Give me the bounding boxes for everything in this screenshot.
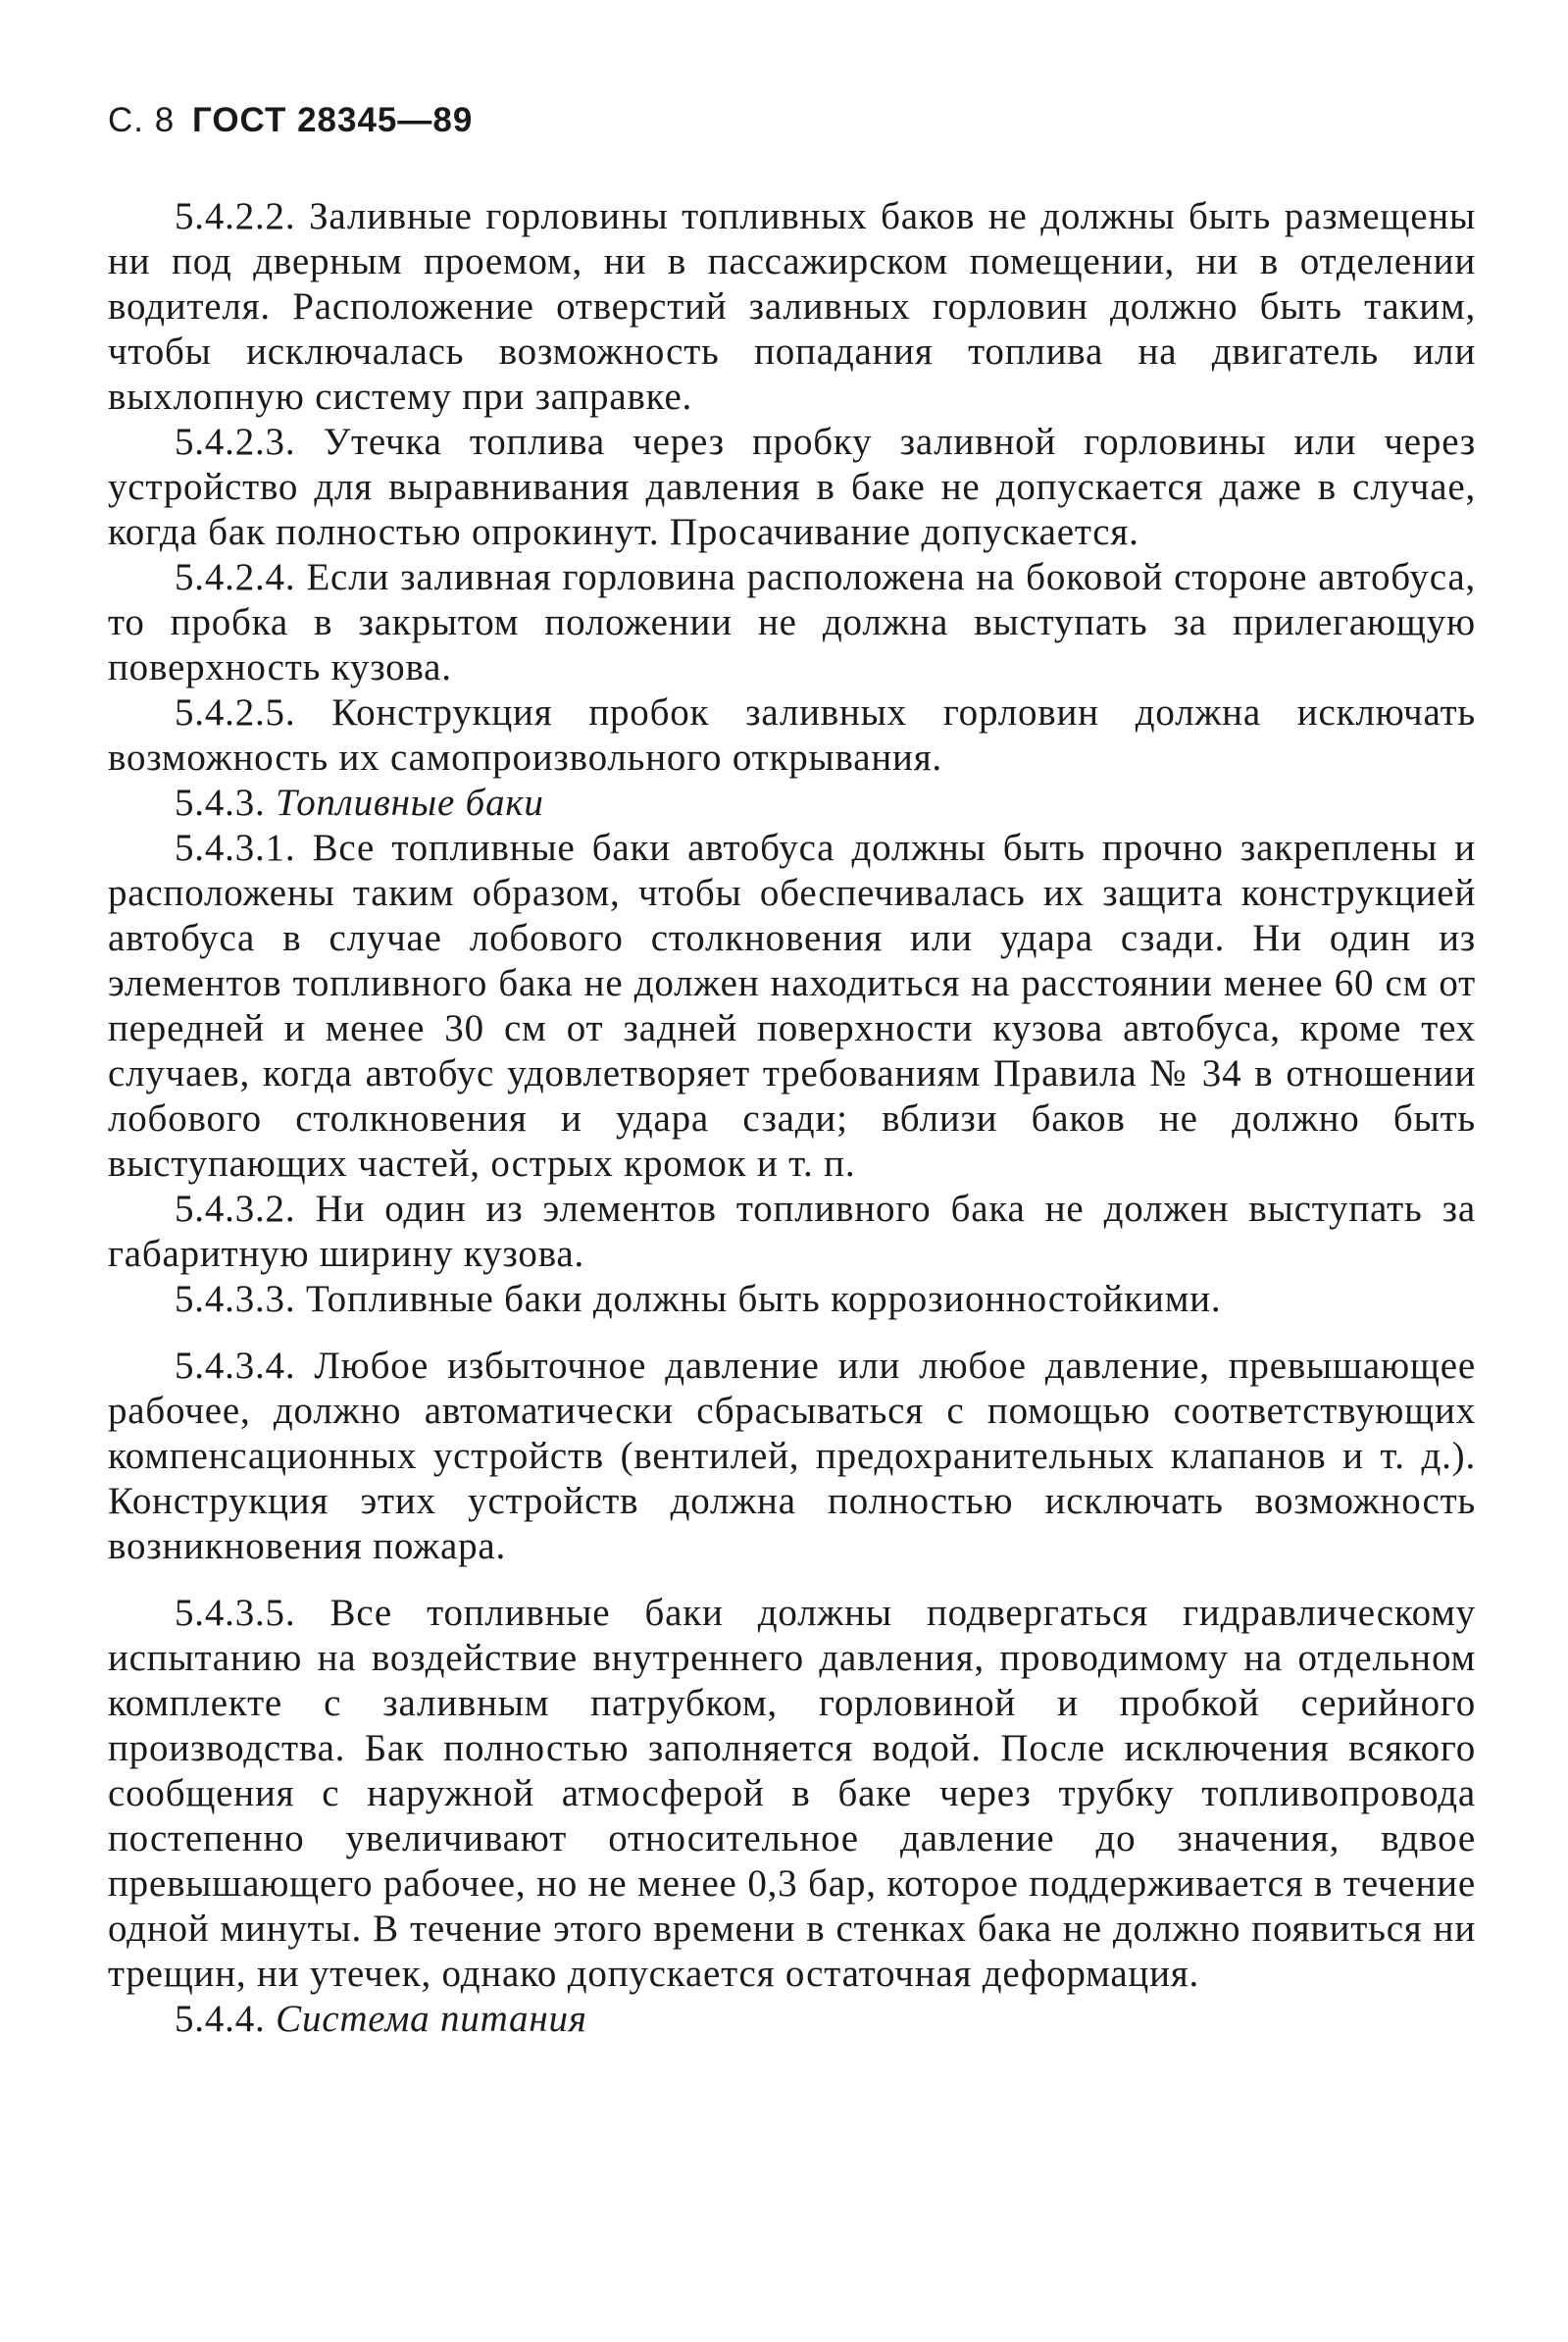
section-heading-fuel-tanks <box>108 781 1476 826</box>
section-number: 5.4.4. <box>175 1998 266 2040</box>
clause-5-4-2-4 <box>108 555 1476 690</box>
clause-5-4-2-3 <box>108 420 1476 555</box>
clause-number: 5.4.2.5. <box>175 691 296 734</box>
clause-text: Все топливные баки должны подвергаться гидравлическому испытанию на воздействие внутреннего давления, проводимому на отдельном комплекте с заливным патрубком, горловиной и пробкой серийного производства. Бак полностью заполняется водой. После исключения всякого сообщения с наружной атмосферой в баке через трубку топливопровода постепенно увеличивают относительное давление до значения, вдвое превышающего рабочее, но не менее 0,3 бар, которое поддерживается в течение одной минуты. В течение этого времени в стенках бака не должно появиться ни трещин, ни утечек, однако допускается остаточная деформация. <box>108 1592 1476 1995</box>
clause-text: Конструкция пробок заливных горловин должна исключать возможность их самопроизвольного открывания. <box>108 691 1476 779</box>
clause-number: 5.4.2.4. <box>175 556 296 598</box>
clause-number: 5.4.3.1. <box>175 827 296 869</box>
section-number: 5.4.3. <box>175 782 266 824</box>
clause-5-4-3-2 <box>108 1187 1476 1277</box>
clause-5-4-2-2 <box>108 194 1476 420</box>
clause-number: 5.4.2.3. <box>175 421 296 463</box>
clause-number: 5.4.3.2. <box>175 1188 296 1230</box>
clause-number: 5.4.3.5. <box>175 1592 296 1634</box>
clause-text: Топливные баки должны быть коррозионностойкими. <box>305 1278 1222 1320</box>
clause-5-4-3-1 <box>108 826 1476 1187</box>
clause-text: Все топливные баки автобуса должны быть прочно закреплены и расположены таким образом, чтобы обеспечивалась их защита конструкцией автобуса в случае лобового столкновения или удара сзади. Ни один из элементов топливного бака не должен находиться на расстоянии менее 60 см от передней и менее 30 см от задней поверхности кузова автобуса, кроме тех случаев, когда автобус удовлетворяет требованиям Правила № 34 в отношении лобового столкновения и удара сзади; вблизи баков не должно быть выступающих частей, острых кромок и т. п. <box>108 827 1476 1185</box>
clause-number: 5.4.3.3. <box>175 1278 296 1320</box>
clause-5-4-3-3 <box>108 1277 1476 1322</box>
standard-designation: ГОСТ 28345—89 <box>191 101 474 139</box>
section-heading-fuel-system <box>108 1997 1476 2042</box>
section-title: Система питания <box>276 1998 587 2040</box>
clause-number: 5.4.2.2. <box>175 195 296 237</box>
clause-text: Ни один из элементов топливного бака не должен выступать за габаритную ширину кузова. <box>108 1188 1476 1275</box>
page-number: С. 8 <box>108 101 176 139</box>
section-title: Топливные баки <box>276 782 544 824</box>
clause-text: Любое избыточное давление или любое давление, превышающее рабочее, должно автоматически сбрасываться с помощью соответствующих компенсационных устройств (вентилей, предохранительных клапанов и т. д.). Конструкция этих устройств должна полностью исключать возможность возникновения пожара. <box>108 1345 1476 1567</box>
clause-number: 5.4.3.4. <box>175 1345 296 1387</box>
clause-text: Утечка топлива через пробку заливной горловины или через устройство для выравнивания давления в баке не допускается даже в случае, когда бак полностью опрокинут. Просачивание допускается. <box>108 421 1476 553</box>
clause-text: Заливные горловины топливных баков не должны быть размещены ни под дверным проемом, ни в пассажирском помещении, ни в отделении водителя. Расположение отверстий заливных горловин должно быть таким, чтобы исключалась возможность попадания топлива на двигатель или выхлопную систему при заправке. <box>108 195 1477 418</box>
clause-5-4-3-5 <box>108 1591 1476 1997</box>
clause-5-4-2-5 <box>108 690 1476 781</box>
document-page <box>108 98 1476 2042</box>
clause-5-4-3-4 <box>108 1344 1476 1569</box>
page-header <box>108 98 1476 143</box>
clause-text: Если заливная горловина расположена на боковой стороне автобуса, то пробка в закрытом положении не должна выступать за прилегающую поверхность кузова. <box>108 556 1476 688</box>
